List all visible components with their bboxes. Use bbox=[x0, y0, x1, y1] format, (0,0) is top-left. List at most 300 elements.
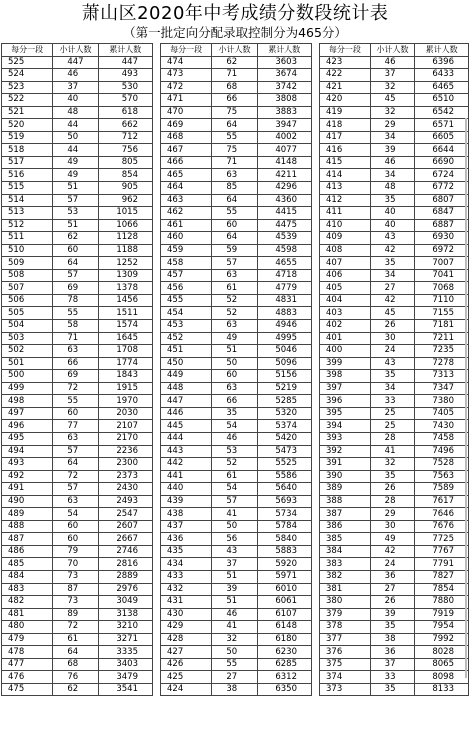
table-row bbox=[320, 194, 469, 207]
cell-count: 27 bbox=[370, 282, 415, 295]
table-row bbox=[320, 282, 469, 295]
cell-score: 483 bbox=[2, 583, 53, 596]
cell-score: 403 bbox=[320, 307, 371, 320]
table-row bbox=[2, 483, 153, 496]
table-row bbox=[320, 81, 469, 94]
cell-count: 70 bbox=[53, 558, 98, 571]
cell-count: 60 bbox=[53, 244, 98, 257]
table-row bbox=[320, 508, 469, 521]
header-score: 每分一段 bbox=[161, 44, 212, 57]
cell-score: 447 bbox=[161, 395, 212, 408]
cell-score: 455 bbox=[161, 294, 212, 307]
cell-count: 41 bbox=[370, 445, 415, 458]
cell-cumulative: 8028 bbox=[415, 646, 469, 659]
cell-count: 75 bbox=[212, 106, 257, 119]
cell-cumulative: 618 bbox=[98, 106, 152, 119]
cell-score: 450 bbox=[161, 357, 212, 370]
cell-score: 376 bbox=[320, 646, 371, 659]
cell-cumulative: 4002 bbox=[257, 131, 311, 144]
table-row bbox=[161, 219, 312, 232]
cell-score: 394 bbox=[320, 420, 371, 433]
table-row bbox=[2, 207, 153, 220]
cell-cumulative: 5046 bbox=[257, 345, 311, 358]
table-row bbox=[2, 269, 153, 282]
cell-score: 429 bbox=[161, 621, 212, 634]
cell-cumulative: 8098 bbox=[415, 671, 469, 684]
cell-cumulative: 5420 bbox=[257, 432, 311, 445]
cell-count: 78 bbox=[53, 294, 98, 307]
page-subtitle: （第一批定向分配录取控制分为465分） bbox=[123, 25, 347, 40]
cell-count: 60 bbox=[53, 533, 98, 546]
table-row bbox=[2, 432, 153, 445]
table-row bbox=[320, 370, 469, 383]
cell-count: 64 bbox=[212, 194, 257, 207]
cell-score: 490 bbox=[2, 495, 53, 508]
vertical-scrollbar[interactable] bbox=[465, 118, 467, 678]
cell-count: 63 bbox=[212, 169, 257, 182]
table-row bbox=[2, 608, 153, 621]
score-table-right bbox=[319, 43, 469, 696]
table-row bbox=[2, 307, 153, 320]
cell-cumulative: 2976 bbox=[98, 583, 152, 596]
cell-score: 378 bbox=[320, 621, 371, 634]
table-row bbox=[161, 106, 312, 119]
cell-count: 64 bbox=[212, 119, 257, 132]
table-row bbox=[2, 683, 153, 696]
cell-cumulative: 7041 bbox=[415, 269, 469, 282]
cell-score: 524 bbox=[2, 69, 53, 82]
cell-score: 423 bbox=[320, 56, 371, 69]
cell-cumulative: 3947 bbox=[257, 119, 311, 132]
cell-score: 399 bbox=[320, 357, 371, 370]
cell-cumulative: 4148 bbox=[257, 156, 311, 169]
cell-score: 415 bbox=[320, 156, 371, 169]
cell-count: 87 bbox=[53, 583, 98, 596]
cell-score: 491 bbox=[2, 483, 53, 496]
cell-cumulative: 5971 bbox=[257, 570, 311, 583]
score-table-middle bbox=[160, 43, 312, 696]
table-row bbox=[320, 345, 469, 358]
cell-count: 79 bbox=[53, 545, 98, 558]
cell-score: 389 bbox=[320, 483, 371, 496]
cell-count: 69 bbox=[53, 370, 98, 383]
cell-count: 68 bbox=[53, 658, 98, 671]
cell-score: 507 bbox=[2, 282, 53, 295]
table-row bbox=[320, 646, 469, 659]
cell-cumulative: 1970 bbox=[98, 395, 152, 408]
table-row bbox=[320, 407, 469, 420]
cell-score: 446 bbox=[161, 407, 212, 420]
cell-score: 509 bbox=[2, 257, 53, 270]
cell-score: 470 bbox=[161, 106, 212, 119]
cell-cumulative: 662 bbox=[98, 119, 152, 132]
cell-score: 414 bbox=[320, 169, 371, 182]
cell-cumulative: 2236 bbox=[98, 445, 152, 458]
cell-count: 61 bbox=[53, 633, 98, 646]
cell-count: 71 bbox=[212, 156, 257, 169]
cell-cumulative: 4831 bbox=[257, 294, 311, 307]
header-cumulative: 累计人数 bbox=[415, 44, 469, 57]
cell-score: 418 bbox=[320, 119, 371, 132]
table-row bbox=[161, 232, 312, 245]
table-row bbox=[2, 445, 153, 458]
table-row bbox=[320, 56, 469, 69]
cell-count: 73 bbox=[53, 596, 98, 609]
cell-count: 36 bbox=[370, 570, 415, 583]
table-row bbox=[320, 432, 469, 445]
cell-score: 433 bbox=[161, 570, 212, 583]
cell-count: 32 bbox=[370, 106, 415, 119]
cell-cumulative: 905 bbox=[98, 182, 152, 195]
cell-count: 52 bbox=[212, 307, 257, 320]
cell-score: 448 bbox=[161, 382, 212, 395]
cell-cumulative: 3138 bbox=[98, 608, 152, 621]
cell-count: 54 bbox=[53, 508, 98, 521]
cell-score: 479 bbox=[2, 633, 53, 646]
cell-count: 54 bbox=[212, 420, 257, 433]
cell-cumulative: 7854 bbox=[415, 583, 469, 596]
table-row bbox=[320, 169, 469, 182]
table-row bbox=[161, 633, 312, 646]
cell-cumulative: 2430 bbox=[98, 483, 152, 496]
cell-count: 37 bbox=[370, 658, 415, 671]
cell-cumulative: 570 bbox=[98, 94, 152, 107]
cell-cumulative: 3479 bbox=[98, 671, 152, 684]
cell-score: 486 bbox=[2, 545, 53, 558]
cell-cumulative: 6807 bbox=[415, 194, 469, 207]
cell-count: 72 bbox=[53, 382, 98, 395]
cell-count: 64 bbox=[53, 458, 98, 471]
cell-count: 34 bbox=[370, 382, 415, 395]
cell-score: 379 bbox=[320, 608, 371, 621]
cell-count: 69 bbox=[53, 282, 98, 295]
table-row bbox=[161, 646, 312, 659]
table-row bbox=[2, 131, 153, 144]
table-row bbox=[161, 81, 312, 94]
cell-cumulative: 1309 bbox=[98, 269, 152, 282]
header-score: 每分一段 bbox=[2, 44, 53, 57]
cell-cumulative: 6107 bbox=[257, 608, 311, 621]
cell-score: 416 bbox=[320, 144, 371, 157]
cell-score: 521 bbox=[2, 106, 53, 119]
cell-score: 444 bbox=[161, 432, 212, 445]
cell-cumulative: 4077 bbox=[257, 144, 311, 157]
table-row bbox=[2, 558, 153, 571]
cell-score: 482 bbox=[2, 596, 53, 609]
cell-score: 381 bbox=[320, 583, 371, 596]
cell-count: 63 bbox=[53, 495, 98, 508]
table-row bbox=[320, 470, 469, 483]
table-header-row bbox=[161, 44, 312, 57]
cell-cumulative: 7563 bbox=[415, 470, 469, 483]
cell-score: 504 bbox=[2, 320, 53, 333]
table-row bbox=[2, 357, 153, 370]
cell-cumulative: 805 bbox=[98, 156, 152, 169]
cell-score: 480 bbox=[2, 621, 53, 634]
cell-cumulative: 3742 bbox=[257, 81, 311, 94]
cell-cumulative: 6724 bbox=[415, 169, 469, 182]
cell-score: 484 bbox=[2, 570, 53, 583]
cell-count: 35 bbox=[370, 621, 415, 634]
cell-cumulative: 1252 bbox=[98, 257, 152, 270]
cell-cumulative: 5840 bbox=[257, 533, 311, 546]
cell-score: 467 bbox=[161, 144, 212, 157]
cell-cumulative: 2300 bbox=[98, 458, 152, 471]
table-row bbox=[320, 633, 469, 646]
cell-score: 432 bbox=[161, 583, 212, 596]
cell-count: 37 bbox=[212, 558, 257, 571]
table-row bbox=[161, 545, 312, 558]
table-row bbox=[2, 570, 153, 583]
table-row bbox=[161, 432, 312, 445]
cell-cumulative: 712 bbox=[98, 131, 152, 144]
cell-cumulative: 4211 bbox=[257, 169, 311, 182]
cell-count: 89 bbox=[53, 608, 98, 621]
cell-count: 27 bbox=[370, 583, 415, 596]
table-row bbox=[2, 144, 153, 157]
cell-cumulative: 6972 bbox=[415, 244, 469, 257]
table-row bbox=[2, 194, 153, 207]
cell-count: 32 bbox=[212, 633, 257, 646]
cell-score: 395 bbox=[320, 407, 371, 420]
cell-count: 55 bbox=[212, 131, 257, 144]
cell-count: 45 bbox=[370, 94, 415, 107]
cell-count: 72 bbox=[53, 470, 98, 483]
table-row bbox=[320, 445, 469, 458]
cell-score: 412 bbox=[320, 194, 371, 207]
table-row bbox=[2, 257, 153, 270]
table-row bbox=[320, 621, 469, 634]
cell-cumulative: 6465 bbox=[415, 81, 469, 94]
table-row bbox=[320, 207, 469, 220]
cell-score: 481 bbox=[2, 608, 53, 621]
table-row bbox=[2, 458, 153, 471]
cell-cumulative: 4475 bbox=[257, 219, 311, 232]
cell-score: 525 bbox=[2, 56, 53, 69]
cell-cumulative: 2816 bbox=[98, 558, 152, 571]
cell-score: 453 bbox=[161, 320, 212, 333]
cell-cumulative: 7181 bbox=[415, 320, 469, 333]
cell-cumulative: 1774 bbox=[98, 357, 152, 370]
cell-count: 52 bbox=[212, 458, 257, 471]
cell-count: 32 bbox=[370, 81, 415, 94]
cell-count: 55 bbox=[53, 307, 98, 320]
header-score: 每分一段 bbox=[320, 44, 371, 57]
cell-score: 451 bbox=[161, 345, 212, 358]
cell-cumulative: 5784 bbox=[257, 520, 311, 533]
cell-cumulative: 3271 bbox=[98, 633, 152, 646]
table-row bbox=[320, 320, 469, 333]
cell-cumulative: 6010 bbox=[257, 583, 311, 596]
table-row bbox=[161, 345, 312, 358]
cell-score: 397 bbox=[320, 382, 371, 395]
header-cumulative: 累计人数 bbox=[98, 44, 152, 57]
table-row bbox=[2, 420, 153, 433]
table-body bbox=[161, 56, 312, 696]
cell-score: 383 bbox=[320, 558, 371, 571]
cell-cumulative: 5586 bbox=[257, 470, 311, 483]
cell-cumulative: 6285 bbox=[257, 658, 311, 671]
cell-count: 52 bbox=[212, 294, 257, 307]
cell-count: 29 bbox=[370, 119, 415, 132]
cell-score: 407 bbox=[320, 257, 371, 270]
table-row bbox=[320, 69, 469, 82]
cell-score: 442 bbox=[161, 458, 212, 471]
cell-cumulative: 3674 bbox=[257, 69, 311, 82]
cell-cumulative: 4883 bbox=[257, 307, 311, 320]
cell-score: 445 bbox=[161, 420, 212, 433]
cell-count: 46 bbox=[370, 56, 415, 69]
cell-count: 63 bbox=[212, 320, 257, 333]
table-row bbox=[2, 69, 153, 82]
cell-cumulative: 7068 bbox=[415, 282, 469, 295]
cell-score: 386 bbox=[320, 520, 371, 533]
cell-cumulative: 3335 bbox=[98, 646, 152, 659]
cell-cumulative: 4946 bbox=[257, 320, 311, 333]
cell-count: 60 bbox=[212, 370, 257, 383]
cell-score: 511 bbox=[2, 232, 53, 245]
table-row bbox=[320, 307, 469, 320]
cell-cumulative: 7155 bbox=[415, 307, 469, 320]
cell-count: 37 bbox=[370, 69, 415, 82]
cell-cumulative: 1915 bbox=[98, 382, 152, 395]
cell-score: 377 bbox=[320, 633, 371, 646]
table-row bbox=[2, 219, 153, 232]
table-body bbox=[320, 56, 469, 696]
cell-score: 422 bbox=[320, 69, 371, 82]
table-row bbox=[161, 583, 312, 596]
cell-count: 48 bbox=[370, 182, 415, 195]
cell-count: 57 bbox=[53, 269, 98, 282]
cell-score: 438 bbox=[161, 508, 212, 521]
cell-count: 34 bbox=[370, 131, 415, 144]
cell-cumulative: 6396 bbox=[415, 56, 469, 69]
cell-score: 462 bbox=[161, 207, 212, 220]
cell-cumulative: 962 bbox=[98, 194, 152, 207]
cell-count: 66 bbox=[212, 395, 257, 408]
cell-count: 64 bbox=[212, 232, 257, 245]
cell-cumulative: 6061 bbox=[257, 596, 311, 609]
cell-count: 48 bbox=[53, 106, 98, 119]
cell-cumulative: 7430 bbox=[415, 420, 469, 433]
cell-count: 35 bbox=[212, 407, 257, 420]
cell-score: 402 bbox=[320, 320, 371, 333]
cell-count: 53 bbox=[53, 207, 98, 220]
cell-score: 508 bbox=[2, 269, 53, 282]
cell-cumulative: 1015 bbox=[98, 207, 152, 220]
cell-cumulative: 7458 bbox=[415, 432, 469, 445]
cell-count: 53 bbox=[212, 445, 257, 458]
table-row bbox=[161, 483, 312, 496]
cell-count: 66 bbox=[53, 357, 98, 370]
table-row bbox=[2, 671, 153, 684]
cell-score: 475 bbox=[2, 683, 53, 696]
cell-score: 472 bbox=[161, 81, 212, 94]
cell-cumulative: 7767 bbox=[415, 545, 469, 558]
table-row bbox=[161, 420, 312, 433]
cell-cumulative: 7235 bbox=[415, 345, 469, 358]
table-row bbox=[161, 470, 312, 483]
cell-count: 50 bbox=[212, 357, 257, 370]
cell-count: 44 bbox=[53, 119, 98, 132]
cell-score: 454 bbox=[161, 307, 212, 320]
cell-cumulative: 7007 bbox=[415, 257, 469, 270]
table-row bbox=[320, 596, 469, 609]
cell-count: 61 bbox=[212, 470, 257, 483]
table-row bbox=[2, 658, 153, 671]
table-row bbox=[320, 583, 469, 596]
table-row bbox=[320, 545, 469, 558]
cell-cumulative: 6180 bbox=[257, 633, 311, 646]
cell-score: 410 bbox=[320, 219, 371, 232]
cell-score: 496 bbox=[2, 420, 53, 433]
cell-cumulative: 6605 bbox=[415, 131, 469, 144]
cell-score: 458 bbox=[161, 257, 212, 270]
cell-cumulative: 1511 bbox=[98, 307, 152, 320]
cell-count: 43 bbox=[370, 232, 415, 245]
cell-cumulative: 1188 bbox=[98, 244, 152, 257]
cell-count: 58 bbox=[53, 320, 98, 333]
cell-cumulative: 7347 bbox=[415, 382, 469, 395]
cell-score: 505 bbox=[2, 307, 53, 320]
cell-cumulative: 2493 bbox=[98, 495, 152, 508]
cell-score: 449 bbox=[161, 370, 212, 383]
cell-score: 430 bbox=[161, 608, 212, 621]
table-row bbox=[161, 69, 312, 82]
table-row bbox=[2, 81, 153, 94]
cell-cumulative: 7496 bbox=[415, 445, 469, 458]
cell-count: 38 bbox=[212, 683, 257, 696]
cell-cumulative: 5320 bbox=[257, 407, 311, 420]
cell-count: 46 bbox=[370, 156, 415, 169]
cell-score: 499 bbox=[2, 382, 53, 395]
table-row bbox=[161, 156, 312, 169]
cell-count: 60 bbox=[53, 407, 98, 420]
table-row bbox=[2, 533, 153, 546]
cell-cumulative: 3403 bbox=[98, 658, 152, 671]
cell-count: 49 bbox=[53, 169, 98, 182]
cell-score: 388 bbox=[320, 495, 371, 508]
cell-score: 515 bbox=[2, 182, 53, 195]
cell-cumulative: 6433 bbox=[415, 69, 469, 82]
cell-count: 55 bbox=[53, 395, 98, 408]
table-row bbox=[161, 370, 312, 383]
cell-count: 50 bbox=[212, 520, 257, 533]
cell-count: 40 bbox=[370, 207, 415, 220]
cell-count: 60 bbox=[53, 520, 98, 533]
cell-count: 34 bbox=[370, 169, 415, 182]
cell-count: 50 bbox=[53, 131, 98, 144]
table-row bbox=[161, 294, 312, 307]
cell-count: 61 bbox=[212, 282, 257, 295]
cell-cumulative: 756 bbox=[98, 144, 152, 157]
cell-score: 435 bbox=[161, 545, 212, 558]
table-row bbox=[161, 131, 312, 144]
cell-cumulative: 7992 bbox=[415, 633, 469, 646]
table-row bbox=[2, 244, 153, 257]
cell-count: 59 bbox=[212, 244, 257, 257]
cell-cumulative: 4718 bbox=[257, 269, 311, 282]
header-count: 小计人数 bbox=[370, 44, 415, 57]
cell-count: 68 bbox=[212, 81, 257, 94]
cell-score: 498 bbox=[2, 395, 53, 408]
cell-score: 452 bbox=[161, 332, 212, 345]
cell-score: 485 bbox=[2, 558, 53, 571]
table-row bbox=[161, 596, 312, 609]
cell-count: 30 bbox=[370, 332, 415, 345]
cell-cumulative: 7676 bbox=[415, 520, 469, 533]
cell-cumulative: 7589 bbox=[415, 483, 469, 496]
